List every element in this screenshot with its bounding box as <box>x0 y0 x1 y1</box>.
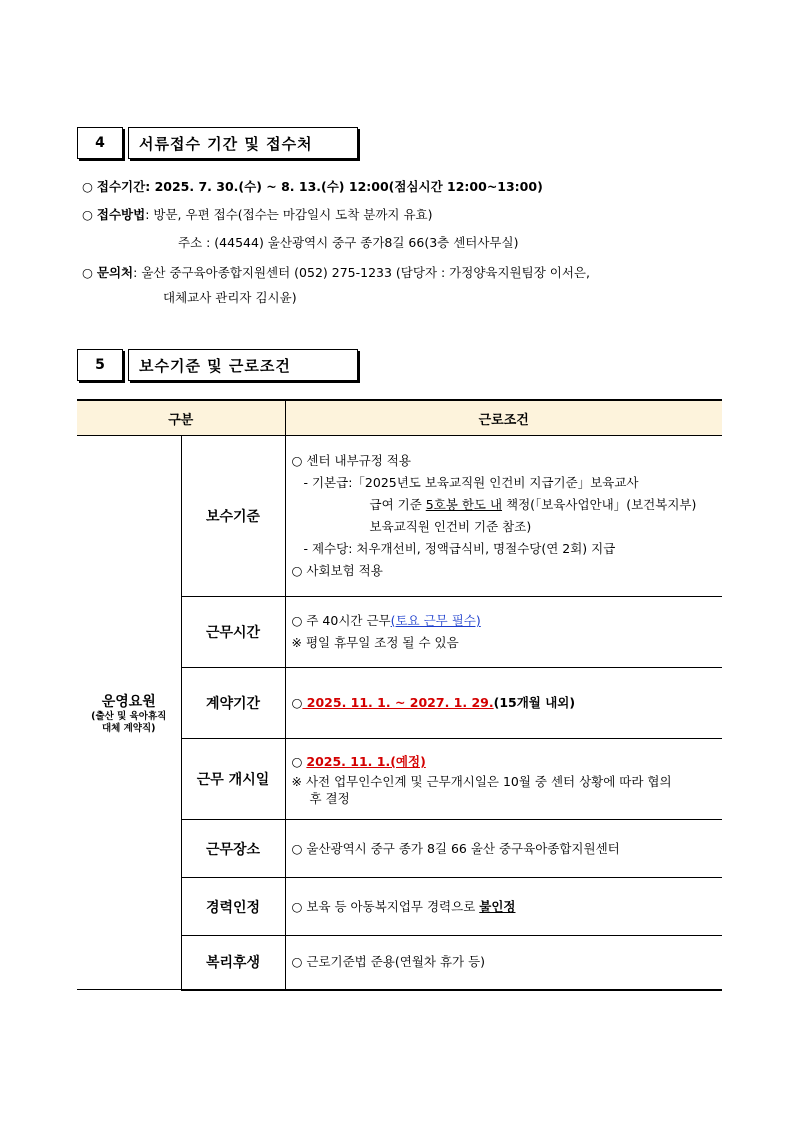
pay-line-4: 보육교직원 인건비 기준 참조) <box>369 519 532 534</box>
table-header-row <box>77 400 722 436</box>
contract-bullet: ○ <box>291 695 303 710</box>
row-content-hours <box>285 597 722 668</box>
row-label-hours: 근무시간 <box>181 597 285 668</box>
hours-saturday-required: (토요 근무 필수) <box>390 613 481 628</box>
contract-line-1 <box>292 692 717 714</box>
address-line: 주소 : (44544) 울산광역시 중구 종가8길 66(3층 센터사무실) <box>178 235 519 250</box>
contact-line <box>82 263 590 281</box>
group-cell <box>77 436 181 990</box>
contact-label: 문의처 <box>96 265 134 280</box>
working-conditions-table <box>77 399 722 991</box>
hours-line-1a: ○ 주 40시간 근무 <box>291 613 391 628</box>
method-line <box>82 205 432 223</box>
period-line <box>82 177 543 195</box>
row-content-place: ○ 울산광역시 중구 종가 8길 66 울산 중구육아종합지원센터 <box>285 820 722 878</box>
period-value: : 2025. 7. 30.(수) ~ 8. 13.(수) 12:00(점심시간 12:00~13:00) <box>145 179 543 194</box>
contract-duration: (15개월 내외) <box>493 695 576 710</box>
start-line-3: 후 결정 <box>309 791 350 806</box>
group-sub-2: 대체 계약직) <box>101 722 156 734</box>
header-category: 구분 <box>77 400 285 436</box>
row-content-career <box>285 878 722 936</box>
pay-line-3b: 5호봉 한도 내 <box>425 497 503 512</box>
method-label: 접수방법 <box>96 207 146 222</box>
header-conditions: 근로조건 <box>285 400 722 436</box>
contract-period: 2025. 11. 1. ~ 2027. 1. 29. <box>302 695 494 710</box>
method-value: : 방문, 우편 접수(접수는 마감일시 도착 분까지 유효) <box>145 207 433 222</box>
pay-line-3a: 급여 기준 <box>369 497 426 512</box>
row-label-career: 경력인정 <box>181 878 285 936</box>
row-content-pay <box>285 436 722 597</box>
section-4-number: 4 <box>77 127 123 159</box>
row-content-welfare: ○ 근로기준법 준용(연월차 휴가 등) <box>285 936 722 990</box>
period-label: 접수기간 <box>96 179 146 194</box>
pay-line-3c: 책정(「보육사업안내」(보건복지부) <box>502 497 697 512</box>
group-main: 운영요원 <box>101 693 156 710</box>
start-line-2: ※ 사전 업무인수인계 및 근무개시일은 10월 중 센터 상황에 따라 협의 <box>291 774 672 789</box>
section-5-title: 보수기준 및 근로조건 <box>128 349 358 381</box>
row-label-welfare: 복리후생 <box>181 936 285 990</box>
row-content-start <box>285 739 722 820</box>
pay-line-5: - 제수당: 처우개선비, 정액급식비, 명절수당(연 2회) 지급 <box>303 541 616 556</box>
table-row <box>77 436 722 597</box>
pay-line-2: - 기본급:「2025년도 보육교직원 인건비 지급기준」보육교사 <box>303 475 639 490</box>
bullet-circle: ○ <box>82 179 93 194</box>
row-label-contract: 계약기간 <box>181 668 285 739</box>
group-sub-1: (출산 및 육아휴직 <box>91 710 167 722</box>
contact-value: : 울산 중구육아종합지원센터 (052) 275-1233 (담당자 : 가정양육지원팀장 이서은, <box>133 265 590 280</box>
pay-line-1: ○ 센터 내부규정 적용 <box>291 453 411 468</box>
row-content-contract <box>285 668 722 739</box>
pay-line-3 <box>292 494 717 516</box>
career-not-recognized: 불인정 <box>479 898 516 914</box>
row-label-pay: 보수기준 <box>181 436 285 597</box>
row-label-start: 근무 개시일 <box>181 739 285 820</box>
section-5-number: 5 <box>77 349 123 381</box>
pay-line-6: ○ 사회보험 적용 <box>291 563 383 578</box>
bullet-circle: ○ <box>82 207 93 222</box>
hours-line-2: ※ 평일 휴무일 조정 될 수 있음 <box>291 635 459 650</box>
contact-line-2: 대체교사 관리자 김시윤) <box>163 290 297 305</box>
bullet-circle: ○ <box>82 265 93 280</box>
section-4-title: 서류접수 기간 및 접수처 <box>128 127 358 159</box>
career-text: ○ 보육 등 아동복지업무 경력으로 <box>291 898 480 914</box>
start-line-1 <box>292 751 717 773</box>
start-bullet: ○ <box>291 754 307 769</box>
start-date: 2025. 11. 1.(예정) <box>306 754 426 769</box>
row-label-place: 근무장소 <box>181 820 285 878</box>
hours-line-1 <box>292 610 717 632</box>
